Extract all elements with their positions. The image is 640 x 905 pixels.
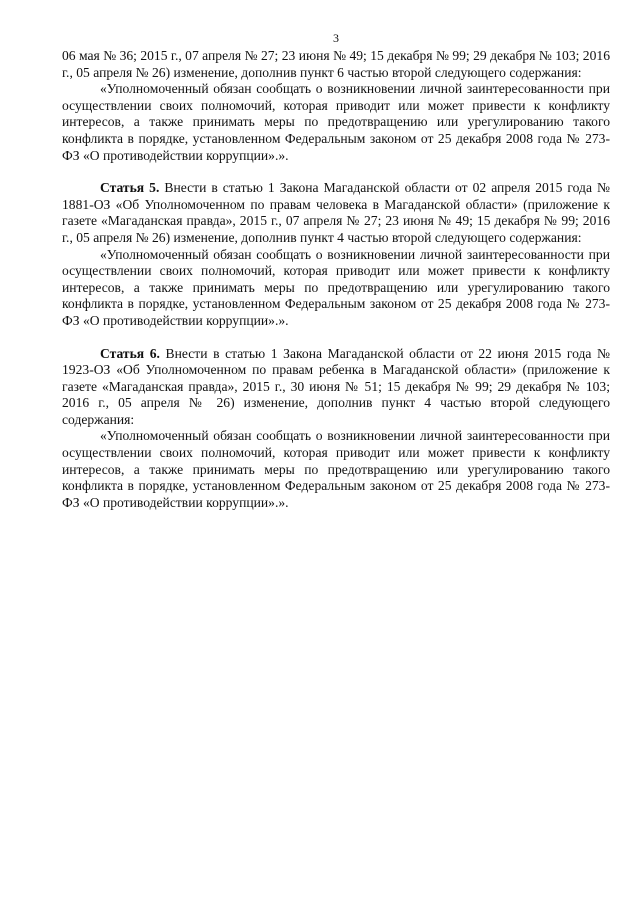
article-5 xyxy=(62,180,610,329)
document-page xyxy=(62,30,610,511)
page-number: 3 xyxy=(333,31,339,45)
intro-quote: «Уполномоченный обязан сообщать о возникновении личной заинтересованности при осуществлении своих полномочий, которая приводит или может привести к конфликту интересов, а также принимать меры по предотвращению или урегулированию такого конфликта в порядке, установленном Федеральным законом от 25 декабря 2008 года № 273-ФЗ «О противодействии коррупции».». xyxy=(62,81,610,163)
article-5-quote: «Уполномоченный обязан сообщать о возникновении личной заинтересованности при осуществлении своих полномочий, которая приводит или может привести к конфликту интересов, а также принимать меры по предотвращению или урегулированию такого конфликта в порядке, установленном Федеральным законом от 25 декабря 2008 года № 273-ФЗ «О противодействии коррупции».». xyxy=(62,246,610,328)
intro-paragraph: 06 мая № 36; 2015 г., 07 апреля № 27; 23 июня № 49; 15 декабря № 99; 29 декабря № 103; 2016 г., 05 апреля № 26) изменение, дополнив пункт 6 частью второй следующего содержания: xyxy=(62,48,610,80)
article-6-text: Внести в статью 1 Закона Магаданской области от 22 июня 2015 года № 1923-ОЗ «Об Уполномоченном по правам ребенка в Магаданской области» (приложение к газете «Магаданская правда», 2015 г., 30 июня № 51; 15 декабря № 99; 29 декабря № 103; 2016 г., 05 апреля № 26) изменение, дополнив пункт 4 частью второй следующего содержания: xyxy=(62,345,610,427)
article-6-title: Статья 6. xyxy=(100,345,160,361)
article-5-paragraph xyxy=(62,180,610,246)
article-5-text: Внести в статью 1 Закона Магаданской области от 02 апреля 2015 года № 1881-ОЗ «Об Уполномоченном по правам человека в Магаданской области» (приложение к газете «Магаданская правда», 2015 г., 07 апреля № 27; 23 июня № 49; 15 декабря № 99; 2016 г., 05 апреля № 26) изменение, дополнив пункт 4 частью второй следующего содержания: xyxy=(62,180,610,245)
article-6-paragraph xyxy=(62,346,610,429)
article-6 xyxy=(62,346,610,512)
article-5-title: Статья 5. xyxy=(100,180,160,196)
article-6-quote: «Уполномоченный обязан сообщать о возникновении личной заинтересованности при осуществлении своих полномочий, которая приводит или может привести к конфликту интересов, а также принимать меры по предотвращению или урегулированию такого конфликта в порядке, установленном Федеральным законом от 25 декабря 2008 года № 273-ФЗ «О противодействии коррупции».». xyxy=(62,428,610,510)
